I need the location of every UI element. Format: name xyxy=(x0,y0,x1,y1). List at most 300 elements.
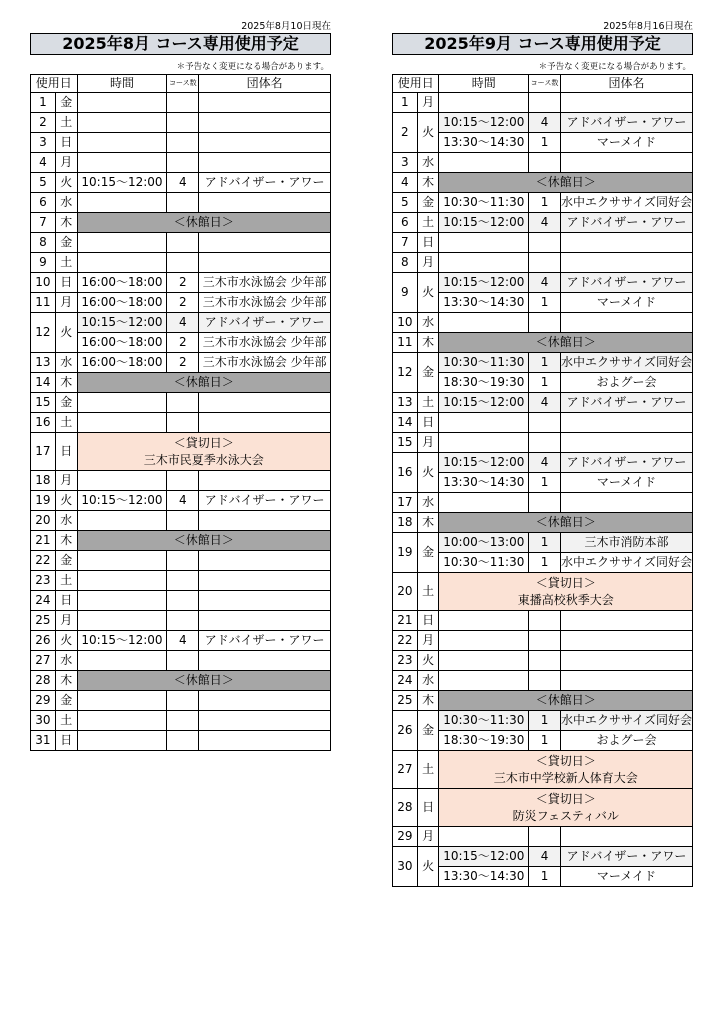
group-name: アドバイザー・アワー xyxy=(560,393,692,413)
day-number: 10 xyxy=(393,313,418,333)
change-notice: ＊予告なく変更になる場合があります。 xyxy=(538,62,691,72)
group-name: 水中エクササイズ同好会 xyxy=(560,193,692,213)
weekday: 火 xyxy=(55,313,77,353)
table-row xyxy=(31,471,331,491)
group-name: マーメイド xyxy=(560,133,692,153)
day-number: 10 xyxy=(31,273,56,293)
time-slot xyxy=(77,193,167,213)
table-row xyxy=(31,631,331,651)
time-slot: 13:30～14:30 xyxy=(439,293,529,313)
group-name: 三木市消防本部 xyxy=(560,533,692,553)
weekday: 水 xyxy=(417,313,439,333)
time-slot: 10:15～12:00 xyxy=(77,631,167,651)
table-row xyxy=(393,827,693,847)
lane-count xyxy=(529,153,561,173)
day-number: 27 xyxy=(393,751,418,789)
day-number: 9 xyxy=(31,253,56,273)
table-row xyxy=(393,631,693,651)
group-name: アドバイザー・アワー xyxy=(560,273,692,293)
weekday: 日 xyxy=(417,611,439,631)
group-name xyxy=(560,233,692,253)
time-slot xyxy=(77,393,167,413)
weekday: 水 xyxy=(55,193,77,213)
lane-count xyxy=(529,651,561,671)
time-slot xyxy=(77,591,167,611)
time-slot: 13:30～14:30 xyxy=(439,473,529,493)
group-name: アドバイザー・アワー xyxy=(199,491,331,511)
time-slot xyxy=(77,413,167,433)
group-name: 水中エクササイズ同好会 xyxy=(560,553,692,573)
day-number: 15 xyxy=(31,393,56,413)
table-row xyxy=(393,273,693,293)
weekday: 土 xyxy=(55,113,77,133)
table-row xyxy=(393,573,693,611)
group-name xyxy=(199,471,331,491)
table-row xyxy=(393,651,693,671)
table-row xyxy=(393,173,693,193)
lane-count xyxy=(167,133,199,153)
table-row xyxy=(393,213,693,233)
day-number: 17 xyxy=(31,433,56,471)
day-number: 26 xyxy=(393,711,418,751)
charter-label: ＜貸切日＞ xyxy=(535,575,596,590)
weekday: 水 xyxy=(417,671,439,691)
header-day: 使用日 xyxy=(393,75,439,93)
group-name xyxy=(560,313,692,333)
time-slot xyxy=(77,651,167,671)
day-number: 31 xyxy=(31,731,56,751)
group-name xyxy=(199,731,331,751)
time-slot xyxy=(77,133,167,153)
table-row xyxy=(393,153,693,173)
group-name xyxy=(199,591,331,611)
lane-count: 4 xyxy=(529,393,561,413)
weekday: 月 xyxy=(55,293,77,313)
charter-day xyxy=(77,433,330,471)
group-name: アドバイザー・アワー xyxy=(199,313,331,333)
weekday: 木 xyxy=(55,531,77,551)
lane-count: 4 xyxy=(529,213,561,233)
weekday: 火 xyxy=(417,113,439,153)
closed-day: ＜休館日＞ xyxy=(77,671,330,691)
lane-count: 1 xyxy=(529,533,561,553)
time-slot: 10:30～11:30 xyxy=(439,553,529,573)
table-row xyxy=(31,413,331,433)
lane-count xyxy=(167,113,199,133)
schedule-table xyxy=(392,74,693,887)
weekday: 金 xyxy=(55,691,77,711)
weekday: 火 xyxy=(55,173,77,193)
time-slot xyxy=(439,313,529,333)
weekday: 月 xyxy=(55,611,77,631)
time-slot xyxy=(77,113,167,133)
table-row xyxy=(31,193,331,213)
weekday: 金 xyxy=(55,233,77,253)
weekday: 月 xyxy=(417,631,439,651)
time-slot: 18:30～19:30 xyxy=(439,373,529,393)
group-name: マーメイド xyxy=(560,473,692,493)
table-row xyxy=(31,273,331,293)
charter-label: ＜貸切日＞ xyxy=(535,791,596,806)
closed-day: ＜休館日＞ xyxy=(77,531,330,551)
day-number: 29 xyxy=(393,827,418,847)
header-day: 使用日 xyxy=(31,75,78,93)
weekday: 土 xyxy=(55,711,77,731)
weekday: 火 xyxy=(417,847,439,887)
table-row xyxy=(393,691,693,711)
lane-count xyxy=(167,611,199,631)
day-number: 26 xyxy=(31,631,56,651)
day-number: 23 xyxy=(393,651,418,671)
lane-count: 1 xyxy=(529,553,561,573)
weekday: 日 xyxy=(55,133,77,153)
weekday: 日 xyxy=(417,789,439,827)
weekday: 木 xyxy=(417,691,439,711)
group-name: アドバイザー・アワー xyxy=(199,173,331,193)
day-number: 19 xyxy=(393,533,418,573)
table-row xyxy=(393,453,693,473)
time-slot: 10:30～11:30 xyxy=(439,711,529,731)
lane-count: 1 xyxy=(529,373,561,393)
day-number: 6 xyxy=(393,213,418,233)
table-row xyxy=(31,393,331,413)
lane-count: 2 xyxy=(167,273,199,293)
lane-count: 4 xyxy=(529,453,561,473)
group-name: およグー会 xyxy=(560,373,692,393)
day-number: 8 xyxy=(31,233,56,253)
table-row xyxy=(31,233,331,253)
charter-label: ＜貸切日＞ xyxy=(535,753,596,768)
time-slot: 10:15～12:00 xyxy=(77,491,167,511)
lane-count xyxy=(167,551,199,571)
lane-count: 4 xyxy=(167,313,199,333)
lane-count: 1 xyxy=(529,711,561,731)
time-slot: 10:15～12:00 xyxy=(439,273,529,293)
lane-count xyxy=(167,393,199,413)
group-name xyxy=(560,93,692,113)
group-name: マーメイド xyxy=(560,867,692,887)
group-name xyxy=(560,671,692,691)
group-name: アドバイザー・アワー xyxy=(560,847,692,867)
table-row xyxy=(393,413,693,433)
day-number: 20 xyxy=(31,511,56,531)
weekday: 火 xyxy=(417,651,439,671)
weekday: 月 xyxy=(55,471,77,491)
time-slot xyxy=(439,631,529,651)
day-number: 3 xyxy=(31,133,56,153)
time-slot: 10:00～13:00 xyxy=(439,533,529,553)
table-row xyxy=(31,531,331,551)
time-slot: 10:15～12:00 xyxy=(77,173,167,193)
time-slot xyxy=(439,671,529,691)
table-row xyxy=(31,731,331,751)
weekday: 日 xyxy=(55,273,77,293)
weekday: 木 xyxy=(417,173,439,193)
change-notice: ＊予告なく変更になる場合があります。 xyxy=(176,62,329,72)
time-slot: 10:15～12:00 xyxy=(77,313,167,333)
table-row xyxy=(393,233,693,253)
table-row xyxy=(393,533,693,553)
table-row xyxy=(31,133,331,153)
group-name xyxy=(199,711,331,731)
table-row xyxy=(31,491,331,511)
lane-count xyxy=(167,571,199,591)
weekday: 日 xyxy=(55,433,77,471)
time-slot xyxy=(77,691,167,711)
header-group: 団体名 xyxy=(199,75,331,93)
day-number: 22 xyxy=(393,631,418,651)
weekday: 木 xyxy=(55,373,77,393)
time-slot: 13:30～14:30 xyxy=(439,133,529,153)
group-name xyxy=(560,253,692,273)
table-row xyxy=(393,611,693,631)
table-row xyxy=(31,591,331,611)
lane-count xyxy=(167,731,199,751)
day-number: 11 xyxy=(31,293,56,313)
lane-count xyxy=(529,611,561,631)
lane-count xyxy=(529,433,561,453)
event-name: 防災フェスティバル xyxy=(512,808,619,823)
group-name xyxy=(560,631,692,651)
weekday: 土 xyxy=(417,573,439,611)
weekday: 木 xyxy=(55,671,77,691)
weekday: 火 xyxy=(417,453,439,493)
time-slot xyxy=(77,711,167,731)
weekday: 水 xyxy=(55,651,77,671)
group-name xyxy=(560,413,692,433)
time-slot xyxy=(77,233,167,253)
group-name xyxy=(199,93,331,113)
event-name: 三木市中学校新人体育大会 xyxy=(493,770,638,785)
time-slot xyxy=(439,433,529,453)
day-number: 28 xyxy=(393,789,418,827)
weekday: 土 xyxy=(55,253,77,273)
table-row xyxy=(31,353,331,373)
lane-count: 4 xyxy=(167,631,199,651)
lane-count xyxy=(167,471,199,491)
day-number: 8 xyxy=(393,253,418,273)
charter-day xyxy=(439,789,693,827)
table-row xyxy=(393,333,693,353)
weekday: 月 xyxy=(417,827,439,847)
weekday: 土 xyxy=(55,413,77,433)
group-name: アドバイザー・アワー xyxy=(560,113,692,133)
lane-count xyxy=(529,93,561,113)
lane-count xyxy=(167,193,199,213)
time-slot xyxy=(439,413,529,433)
weekday: 金 xyxy=(417,353,439,393)
header-group: 団体名 xyxy=(560,75,692,93)
time-slot xyxy=(439,651,529,671)
time-slot xyxy=(77,471,167,491)
table-row xyxy=(31,93,331,113)
day-number: 6 xyxy=(31,193,56,213)
day-number: 25 xyxy=(393,691,418,711)
weekday: 月 xyxy=(417,93,439,113)
lane-count xyxy=(167,651,199,671)
group-name: アドバイザー・アワー xyxy=(560,213,692,233)
group-name: 三木市水泳協会 少年部 xyxy=(199,293,331,313)
table-row xyxy=(393,393,693,413)
table-row xyxy=(393,513,693,533)
group-name xyxy=(199,413,331,433)
group-name xyxy=(199,133,331,153)
lane-count xyxy=(167,253,199,273)
table-row xyxy=(31,671,331,691)
group-name: アドバイザー・アワー xyxy=(560,453,692,473)
as-of-date: 2025年8月16日現在 xyxy=(603,21,693,32)
day-number: 13 xyxy=(31,353,56,373)
day-number: 7 xyxy=(393,233,418,253)
day-number: 12 xyxy=(393,353,418,393)
lane-count xyxy=(167,153,199,173)
weekday: 土 xyxy=(417,393,439,413)
time-slot xyxy=(77,511,167,531)
weekday: 日 xyxy=(55,731,77,751)
group-name xyxy=(560,153,692,173)
lane-count xyxy=(529,233,561,253)
group-name xyxy=(199,253,331,273)
weekday: 水 xyxy=(417,153,439,173)
weekday: 月 xyxy=(55,153,77,173)
time-slot xyxy=(439,611,529,631)
day-number: 21 xyxy=(31,531,56,551)
group-name: マーメイド xyxy=(560,293,692,313)
lane-count xyxy=(167,691,199,711)
lane-count: 2 xyxy=(167,353,199,373)
table-row xyxy=(393,313,693,333)
weekday: 土 xyxy=(417,751,439,789)
lane-count xyxy=(529,671,561,691)
time-slot xyxy=(77,551,167,571)
time-slot xyxy=(77,611,167,631)
weekday: 金 xyxy=(55,393,77,413)
time-slot xyxy=(77,731,167,751)
weekday: 木 xyxy=(417,333,439,353)
closed-day: ＜休館日＞ xyxy=(439,333,693,353)
group-name xyxy=(199,511,331,531)
day-number: 19 xyxy=(31,491,56,511)
group-name xyxy=(199,193,331,213)
day-number: 16 xyxy=(31,413,56,433)
group-name: 三木市水泳協会 少年部 xyxy=(199,353,331,373)
group-name xyxy=(199,571,331,591)
table-row xyxy=(31,113,331,133)
day-number: 15 xyxy=(393,433,418,453)
lane-count xyxy=(529,493,561,513)
group-name xyxy=(199,393,331,413)
day-number: 11 xyxy=(393,333,418,353)
event-name: 東播高校秋季大会 xyxy=(517,592,614,607)
table-row xyxy=(393,353,693,373)
time-slot xyxy=(77,153,167,173)
time-slot: 16:00～18:00 xyxy=(77,353,167,373)
time-slot xyxy=(439,153,529,173)
lane-count xyxy=(167,511,199,531)
group-name xyxy=(199,611,331,631)
lane-count: 1 xyxy=(529,353,561,373)
day-number: 20 xyxy=(393,573,418,611)
charter-day xyxy=(439,573,693,611)
weekday: 木 xyxy=(55,213,77,233)
group-name xyxy=(199,153,331,173)
day-number: 9 xyxy=(393,273,418,313)
charter-label: ＜貸切日＞ xyxy=(173,435,234,450)
day-number: 25 xyxy=(31,611,56,631)
day-number: 30 xyxy=(31,711,56,731)
table-row xyxy=(31,433,331,471)
table-row xyxy=(31,213,331,233)
day-number: 24 xyxy=(393,671,418,691)
day-number: 14 xyxy=(393,413,418,433)
lane-count: 4 xyxy=(529,847,561,867)
time-slot xyxy=(439,253,529,273)
weekday: 水 xyxy=(55,511,77,531)
weekday: 日 xyxy=(417,233,439,253)
day-number: 24 xyxy=(31,591,56,611)
time-slot xyxy=(439,493,529,513)
time-slot xyxy=(439,93,529,113)
group-name xyxy=(560,433,692,453)
day-number: 1 xyxy=(393,93,418,113)
lane-count xyxy=(167,233,199,253)
time-slot: 10:15～12:00 xyxy=(439,847,529,867)
lane-count xyxy=(529,631,561,651)
lane-count xyxy=(167,591,199,611)
table-row xyxy=(31,153,331,173)
day-number: 1 xyxy=(31,93,56,113)
group-name xyxy=(560,493,692,513)
weekday: 金 xyxy=(417,533,439,573)
table-row xyxy=(31,651,331,671)
day-number: 12 xyxy=(31,313,56,353)
lane-count: 1 xyxy=(529,193,561,213)
table-row xyxy=(31,571,331,591)
table-row xyxy=(393,493,693,513)
day-number: 5 xyxy=(393,193,418,213)
time-slot: 10:15～12:00 xyxy=(439,113,529,133)
lane-count xyxy=(529,253,561,273)
closed-day: ＜休館日＞ xyxy=(77,373,330,393)
group-name xyxy=(199,651,331,671)
lane-count xyxy=(167,413,199,433)
group-name xyxy=(560,651,692,671)
day-number: 2 xyxy=(393,113,418,153)
time-slot: 10:30～11:30 xyxy=(439,193,529,213)
page-title: 2025年8月 コース専用使用予定 xyxy=(30,33,331,55)
table-row xyxy=(31,551,331,571)
table-row xyxy=(393,253,693,273)
lane-count xyxy=(167,711,199,731)
weekday: 金 xyxy=(55,551,77,571)
day-number: 27 xyxy=(31,651,56,671)
group-name xyxy=(199,551,331,571)
day-number: 2 xyxy=(31,113,56,133)
time-slot xyxy=(439,233,529,253)
lane-count: 1 xyxy=(529,867,561,887)
day-number: 4 xyxy=(31,153,56,173)
weekday: 木 xyxy=(417,513,439,533)
table-row xyxy=(393,751,693,789)
time-slot xyxy=(77,253,167,273)
day-number: 13 xyxy=(393,393,418,413)
event-name: 三木市民夏季水泳大会 xyxy=(143,452,264,467)
weekday: 金 xyxy=(417,711,439,751)
day-number: 4 xyxy=(393,173,418,193)
weekday: 水 xyxy=(417,493,439,513)
weekday: 日 xyxy=(55,591,77,611)
weekday: 土 xyxy=(417,213,439,233)
